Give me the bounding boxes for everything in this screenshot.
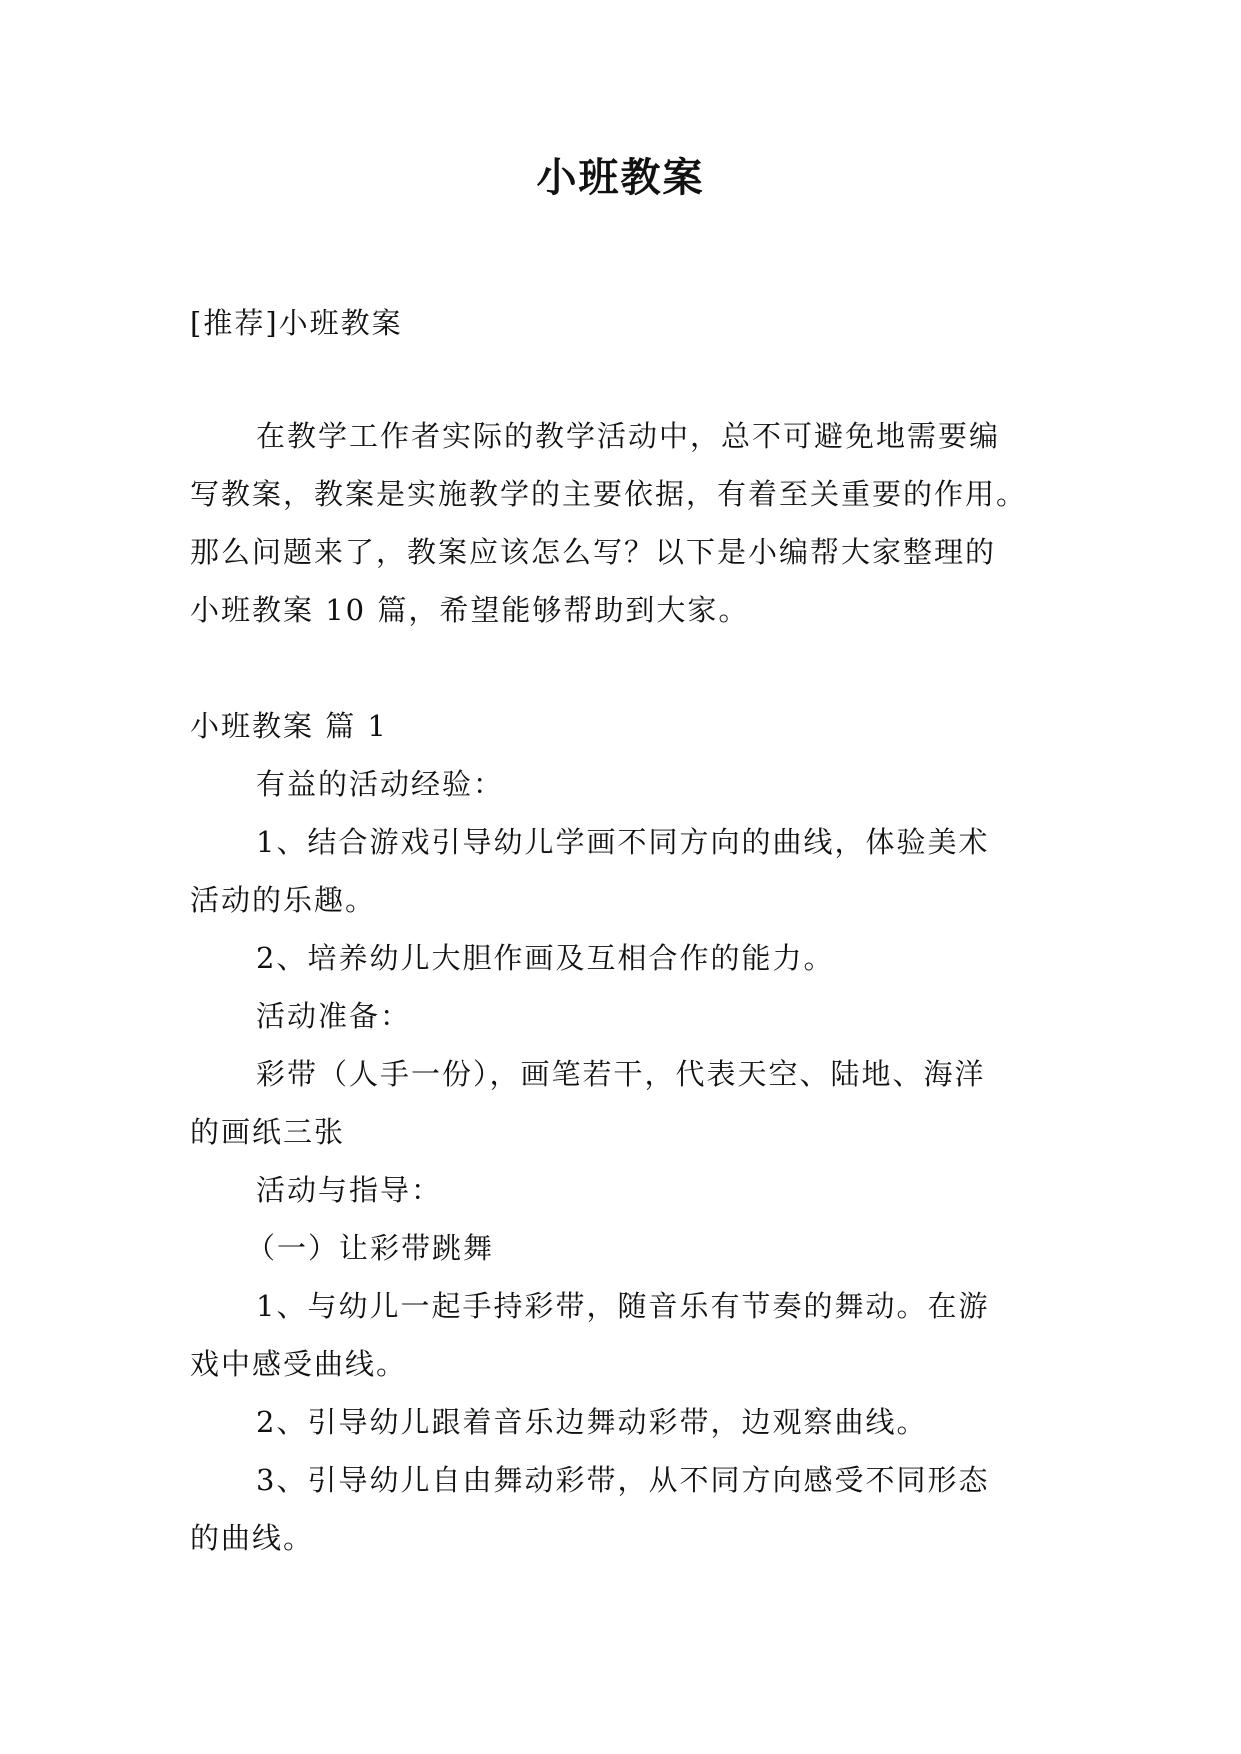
- document-title: 小班教案: [536, 154, 705, 201]
- guide-label: 活动与指导：: [256, 1173, 443, 1207]
- prep-text-continued: 的画纸三张: [190, 1115, 346, 1149]
- goal-label: 有益的活动经验：: [256, 767, 505, 801]
- step-1-continued: 戏中感受曲线。: [190, 1347, 408, 1381]
- section-heading: 小班教案 篇 1: [190, 709, 388, 743]
- document-body: [190, 294, 1052, 1567]
- goal-item-1-continued: 活动的乐趣。: [190, 883, 377, 917]
- step-3: 3、引导幼儿自由舞动彩带，从不同方向感受不同形态: [256, 1463, 990, 1497]
- intro-paragraph: [190, 407, 1052, 639]
- intro-line: 写教案，教案是实施教学的主要依据，有着至关重要的作用。: [190, 477, 1028, 511]
- part-1-heading: （一）让彩带跳舞: [246, 1231, 495, 1265]
- prep-text: 彩带（人手一份），画笔若干，代表天空、陆地、海洋: [256, 1057, 986, 1091]
- step-1: 1、与幼儿一起手持彩带，随音乐有节奏的舞动。在游: [256, 1289, 990, 1323]
- step-3-continued: 的曲线。: [190, 1521, 315, 1555]
- intro-line: 在教学工作者实际的教学活动中，总不可避免地需要编: [256, 419, 1001, 453]
- step-2: 2、引导幼儿跟着音乐边舞动彩带，边观察曲线。: [256, 1405, 928, 1439]
- intro-line: 小班教案 10 篇，希望能够帮助到大家。: [190, 593, 750, 627]
- section-1: [190, 697, 1052, 1567]
- prep-label: 活动准备：: [256, 999, 412, 1033]
- document-subtitle: [推荐]小班教案: [190, 306, 403, 340]
- goal-item-1: 1、结合游戏引导幼儿学画不同方向的曲线，体验美术: [256, 825, 990, 859]
- goal-item-2: 2、培养幼儿大胆作画及互相合作的能力。: [256, 941, 835, 975]
- intro-line: 那么问题来了，教案应该怎么写？以下是小编帮大家整理的: [190, 535, 997, 569]
